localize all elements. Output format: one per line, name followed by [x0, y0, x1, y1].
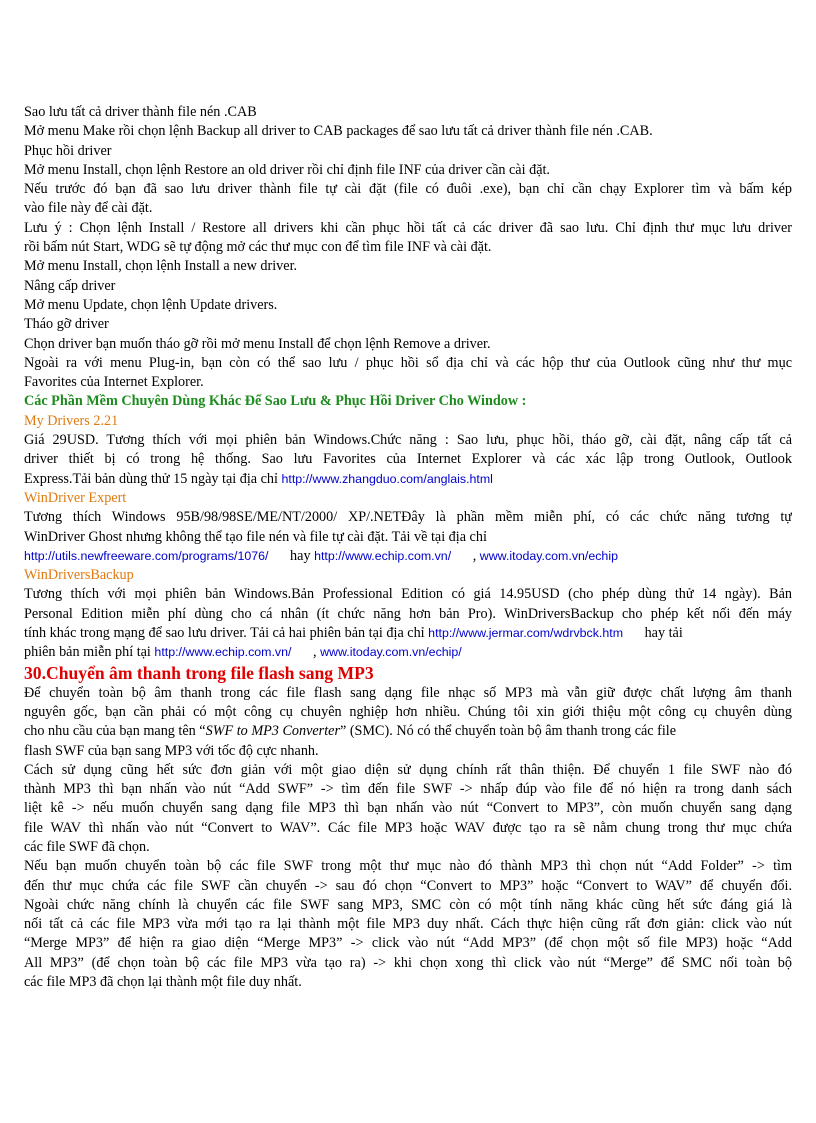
windriversbackup-link-itoday[interactable]: www.itoday.com.vn/echip/: [320, 645, 462, 660]
text-fragment: hay: [290, 547, 311, 564]
text-line: Favorites của Internet Explorer.: [24, 374, 204, 391]
text-line: driver thiết bị có trong hệ thống. Sao lưu Favorites của Internet Explorer và các xác lập trong Outlook, Outlook: [24, 451, 792, 468]
product-title-windriver: WinDriver Expert: [24, 489, 127, 506]
text-line: Để chuyển toàn bộ âm thanh trong các file flash sang dạng file nhạc số MP3 mà vẫn giữ được chất lượng âm thanh: [24, 684, 792, 701]
windriver-link-newfreeware[interactable]: http://utils.newfreeware.com/programs/1076/: [24, 548, 269, 563]
text-line: đến thư mục chứa các file SWF cần chuyển -> sau đó chọn “Convert to MP3” hoặc “Convert to WAV” để chuyển đổi.: [24, 877, 792, 894]
text-line: [24, 643, 792, 662]
text-fragment: ,: [472, 547, 477, 564]
product-title-mydrivers: My Drivers 2.21: [24, 412, 119, 429]
text-line: vào file này để cài đặt.: [24, 200, 153, 217]
text-line: All MP3” (để chọn toàn bộ các file MP3 vừa tạo ra) -> khi chọn xong thì click vào nút “Merge” để SMC nối toàn bộ: [24, 954, 792, 971]
mydrivers-download-link[interactable]: http://www.zhangduo.com/anglais.html: [281, 471, 493, 486]
text-line: Ngoài ra với menu Plug-in, bạn còn có thể sao lưu / phục hồi sổ địa chỉ và các hộp thư của Outlook cũng như thư mục: [24, 354, 792, 371]
text-line: file WAV thì nhấn vào nút “Convert to WAV”. Các file MP3 hoặc WAV được tạo ra sẽ nằm chung trong thư mục chứa: [24, 819, 792, 836]
text-fragment: ” (SMC). Nó có thể chuyển toàn bộ âm thanh trong các file: [339, 723, 677, 740]
windriver-link-itoday[interactable]: www.itoday.com.vn/echip: [479, 548, 618, 563]
text-line: Phục hồi driver: [24, 142, 112, 159]
text-line: thành MP3 thì bạn nhấn vào nút “Add SWF” -> tìm đến file SWF -> nhấp đúp vào file để nó hiện ra trong danh sách: [24, 781, 792, 798]
text-line: nguyên gốc, bạn cần phải có một công cụ chuyên nghiệp hơn nhiều. Chúng tôi xin giới thiệu một công cụ chuyên dùng: [24, 703, 792, 720]
text-line: các file SWF đã chọn.: [24, 838, 150, 855]
text-line: [24, 722, 792, 741]
text-line: Mở menu Install, chọn lệnh Restore an old driver rồi chỉ định file INF của driver cần cài đặt.: [24, 161, 550, 178]
document-page: [24, 103, 792, 992]
text-line: [24, 470, 792, 489]
text-line: Mở menu Make rồi chọn lệnh Backup all driver to CAB packages để sao lưu tất cả driver thành file nén .CAB.: [24, 123, 653, 140]
text-line: liệt kê -> nếu muốn chuyển sang dạng file MP3 thì bạn nhấn vào nút “Convert to MP3”, còn muốn chuyển sang dạng: [24, 800, 792, 817]
windriversbackup-link-echip[interactable]: http://www.echip.com.vn/: [154, 645, 292, 660]
text-line: Tương thích với mọi phiên bản Windows.Bản Professional Edition có giá 14.95USD (cho phép dùng thử 14 ngày). Bản: [24, 586, 792, 603]
text-line: WinDriver Ghost nhưng không thể tạo file nén và file tự cài đặt. Tải về tại địa chỉ: [24, 528, 487, 545]
text-line: Mở menu Install, chọn lệnh Install a new driver.: [24, 258, 298, 275]
text-line: Sao lưu tất cả driver thành file nén .CAB: [24, 104, 257, 120]
text-line: Nếu bạn muốn chuyển toàn bộ các file SWF trong một thư mục nào đó thành MP3 thì chọn nút “Add Folder” -> tìm: [24, 858, 792, 875]
text-line: Mở menu Update, chọn lệnh Update drivers.: [24, 296, 278, 313]
text-line: Ngoài chức năng chính là chuyển các file SWF sang MP3, SMC còn có một tính năng khác cũng hết sức đáng giá là: [24, 896, 792, 913]
text-line: Chọn driver bạn muốn tháo gỡ rồi mở menu Install để chọn lệnh Remove a driver.: [24, 335, 491, 352]
product-title-windriversbackup: WinDriversBackup: [24, 567, 134, 584]
text-fragment: ,: [313, 644, 317, 661]
text-fragment: phiên bản miễn phí tại: [24, 644, 151, 661]
text-line: [24, 547, 792, 566]
text-fragment: hay tải: [644, 625, 683, 642]
text-line: Cách sử dụng cũng hết sức đơn giản với một giao diện sử dụng chính rất thân thiện. Để chuyển 1 file SWF nào đó: [24, 761, 792, 778]
text-line: Personal Edition miễn phí dùng cho cá nhân (ít chức năng hơn bản Pro). WinDriversBackup cho phép kết nối đến máy: [24, 605, 792, 622]
product-name-emphasis: SWF to MP3 Converter: [205, 723, 340, 740]
text-line: Tương thích Windows 95B/98/98SE/ME/NT/2000/ XP/.NETĐây là phần mềm miễn phí, có các chức năng tương tự: [24, 509, 792, 526]
text-line: Tháo gỡ driver: [24, 316, 109, 333]
windriversbackup-link-jermar[interactable]: http://www.jermar.com/wdrvbck.htm: [428, 626, 624, 641]
text-line: nối tất cả các file MP3 vừa mới tạo ra lại thành một file MP3 duy nhất. Cách thực hiện cũng rất đơn giản: click vào nút: [24, 916, 792, 933]
text-fragment: tính khác trong mạng để sao lưu driver. Tải cả hai phiên bản tại địa chỉ: [24, 625, 425, 642]
text-fragment: cho nhu cầu của bạn mang tên “: [24, 723, 206, 740]
text-line: các file MP3 đã chọn lại thành một file duy nhất.: [24, 974, 302, 991]
text-line: flash SWF của bạn sang MP3 với tốc độ cực nhanh.: [24, 742, 319, 759]
section-30-title: 30.Chuyển âm thanh trong file flash sang MP3: [24, 662, 374, 683]
text-line: “Merge MP3” để hiện ra giao diện “Merge MP3” -> click vào nút “Add MP3” (để chọn một số file MP3) hoặc “Add: [24, 935, 792, 952]
text-line: [24, 624, 792, 643]
text-line: Lưu ý : Chọn lệnh Install / Restore all drivers khi cần phục hồi tất cả các driver đã sao lưu. Chỉ định thư mục lưu driver: [24, 219, 792, 236]
text-line: rồi bấm nút Start, WDG sẽ tự động mở các thư mục con để tìm file INF và cài đặt.: [24, 239, 492, 256]
heading-other-software: Các Phần Mềm Chuyên Dùng Khác Để Sao Lưu & Phục Hồi Driver Cho Window :: [24, 393, 527, 410]
text-line: Nâng cấp driver: [24, 277, 116, 294]
windriver-link-echip[interactable]: http://www.echip.com.vn/: [314, 548, 452, 563]
text-fragment: Express.Tải bản dùng thử 15 ngày tại địa chỉ: [24, 470, 278, 487]
text-line: Giá 29USD. Tương thích với mọi phiên bản Windows.Chức năng : Sao lưu, phục hồi, tháo gỡ, cài đặt, nâng cấp tất cả: [24, 432, 792, 449]
text-line: Nếu trước đó bạn đã sao lưu driver thành file tự cài đặt (file có đuôi .exe), bạn chỉ cần chạy Explorer tìm và bấm kép: [24, 181, 792, 198]
